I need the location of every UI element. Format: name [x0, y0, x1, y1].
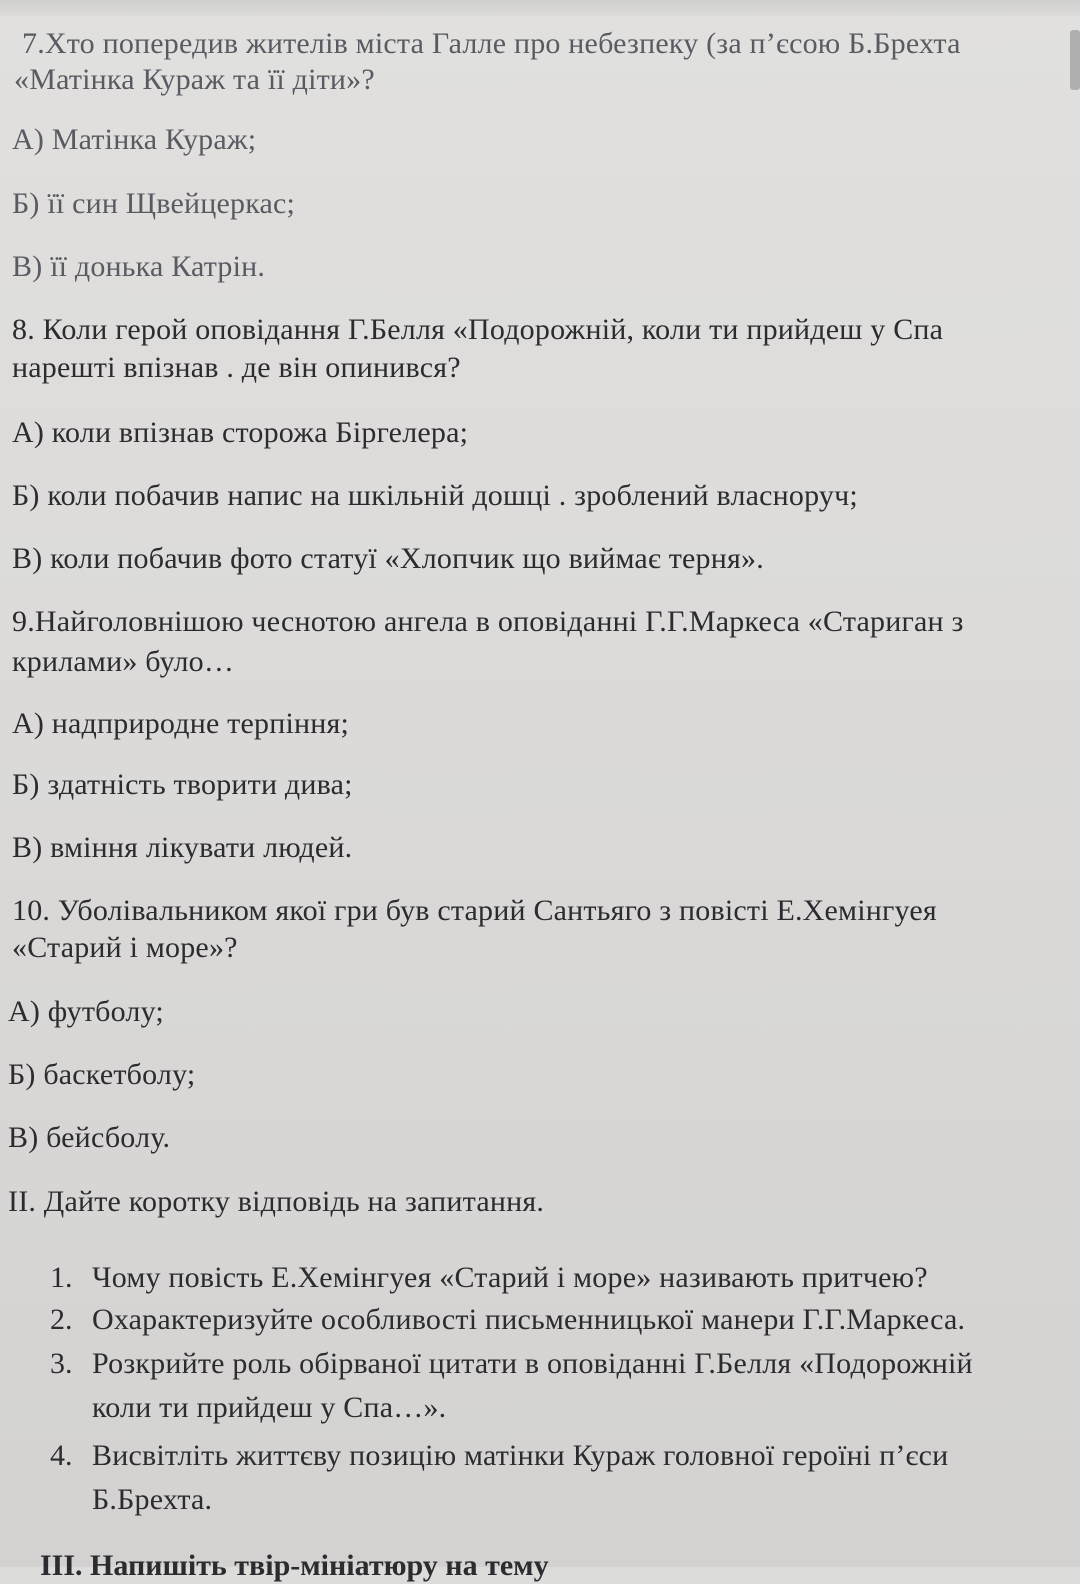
question-7-option-c: В) її донька Катрін. — [12, 250, 266, 283]
section-2-item-4-text-line-1: Висвітліть життєву позицію матінки Кураж головної героїні п’єси — [92, 1439, 949, 1472]
question-8-option-c: В) коли побачив фото статуї «Хлопчик що виймає терня». — [12, 542, 764, 575]
question-9-text-line-2: крилами» було… — [12, 645, 235, 678]
section-2-item-4-text-line-2: Б.Брехта. — [92, 1483, 213, 1516]
section-2-item-1-text: Чому повість Е.Хемінгуея «Старий і море» називають притчею? — [92, 1261, 928, 1294]
section-2-item-1-number: 1. — [50, 1261, 73, 1294]
question-10-option-b: Б) баскетболу; — [8, 1058, 196, 1091]
question-10-option-c: В) бейсболу. — [8, 1121, 171, 1154]
section-2-item-3-text-line-1: Розкрийте роль обірваної цитати в оповіданні Г.Белля «Подорожній — [92, 1347, 973, 1380]
question-8-text-line-2: нарешті впізнав . де він опинився? — [12, 351, 461, 384]
question-7-text-line-1: 7.Хто попередив жителів міста Галле про небезпеку (за п’єсою Б.Брехта — [22, 27, 961, 60]
section-3-heading-cut-off: ІІІ. Напишіть твір-мініатюру на тему — [40, 1549, 549, 1582]
section-2-item-3-text-line-2: коли ти прийдеш у Спа…». — [92, 1391, 447, 1424]
question-10-text-line-2: «Старий і море»? — [12, 931, 238, 964]
question-8-option-b: Б) коли побачив напис на шкільній дошці . зроблений власноруч; — [12, 479, 858, 512]
question-8-option-a: А) коли впізнав сторожа Біргелера; — [12, 416, 469, 449]
section-2-heading: II. Дайте коротку відповідь на запитання. — [8, 1185, 545, 1218]
question-7-option-b: Б) її син Щвейцеркас; — [12, 187, 296, 220]
section-2-item-2-text: Охарактеризуйте особливості письменницької манери Г.Г.Маркеса. — [92, 1303, 966, 1336]
question-10-option-a: А) футболу; — [8, 995, 164, 1028]
question-9-option-c: В) вміння лікувати людей. — [12, 831, 353, 864]
section-2-item-3-number: 3. — [50, 1347, 73, 1380]
question-8-text-line-1: 8. Коли герой оповідання Г.Белля «Подорожній, коли ти прийдеш у Спа — [12, 313, 944, 346]
question-10-text-line-1: 10. Уболівальником якої гри був старий Сантьяго з повісті Е.Хемінгуея — [12, 894, 937, 927]
page-edge-shadow — [1070, 30, 1080, 90]
page-top-edge — [0, 0, 1080, 16]
section-2-item-2-number: 2. — [50, 1303, 73, 1336]
question-9-option-a: А) надприродне терпіння; — [12, 707, 350, 740]
question-7-option-a: А) Матінка Кураж; — [12, 123, 257, 156]
question-7-text-line-2: «Матінка Кураж та її діти»? — [14, 63, 375, 96]
section-2-item-4-number: 4. — [50, 1439, 73, 1472]
question-9-option-b: Б) здатність творити дива; — [12, 768, 353, 801]
question-9-text-line-1: 9.Найголовнішою чеснотою ангела в оповіданні Г.Г.Маркеса «Стариган з — [12, 605, 964, 638]
